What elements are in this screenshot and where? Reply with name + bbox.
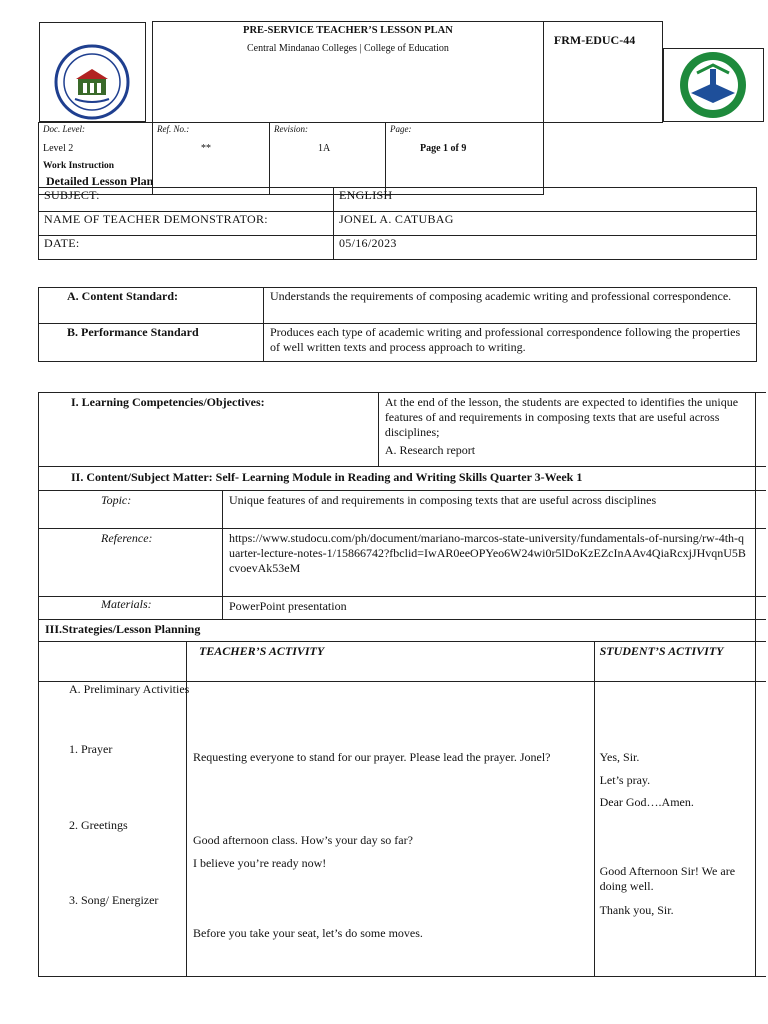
ref-no-value: ** (201, 142, 211, 154)
step-song-energizer: 3. Song/ Energizer (69, 893, 159, 907)
materials-label: Materials: (39, 597, 223, 620)
document-header (38, 21, 765, 195)
competencies-text: At the end of the lesson, the students are expected to identifies the unique features of and requirements in composing texts that are useful across disciplines; (384, 395, 739, 439)
standards-table (38, 287, 757, 362)
education-logo-cell (663, 48, 764, 122)
form-code: FRM-EDUC-44 (553, 33, 636, 47)
teacher-activity-header: TEACHER’S ACTIVITY (186, 642, 594, 682)
doc-level-label: Doc. Level: (43, 123, 85, 134)
student-activity-header: STUDENT’S ACTIVITY (594, 642, 756, 682)
revision-label: Revision: (274, 123, 308, 134)
student-activity-cell (594, 682, 756, 977)
dlp-info-table (38, 187, 757, 260)
page-cell (386, 122, 544, 194)
revision-cell (270, 122, 386, 194)
table-row (39, 288, 757, 324)
reference-label: Reference: (39, 529, 223, 597)
college-logo-cell (39, 22, 146, 122)
competencies-cell (378, 393, 756, 467)
ref-no-label: Ref. No.: (157, 123, 190, 134)
competencies-label: I. Learning Competencies/Objectives: (39, 393, 379, 467)
subject-label: SUBJECT: (39, 188, 334, 212)
education-logo-icon (677, 49, 749, 121)
performance-standard-label: B. Performance Standard (39, 324, 264, 362)
page-value: Page 1 of 9 (420, 142, 467, 154)
table-row (39, 529, 767, 597)
date-value: 05/16/2023 (334, 236, 757, 260)
student-good-afternoon: Good Afternoon Sir! We are doing well. (599, 864, 736, 893)
revision-value: 1A (318, 142, 331, 154)
dlp-title: Detailed Lesson Plan (46, 174, 154, 188)
content-label: II. Content/Subject Matter: Self- Learning Module in Reading and Writing Skills Quarter 3-Week 1 (39, 467, 756, 491)
table-row (39, 620, 767, 642)
title-cell (153, 22, 544, 123)
form-code-cell (543, 22, 662, 123)
teacher-ready-text: I believe you’re ready now! (192, 856, 327, 870)
student-thank-you: Thank you, Sir. (599, 903, 674, 917)
teacher-activity-cell (186, 682, 594, 977)
teacher-prayer-text: Requesting everyone to stand for our prayer. Please lead the prayer. Jonel? (192, 750, 551, 764)
materials-value: PowerPoint presentation (222, 597, 756, 620)
student-dear-god: Dear God….Amen. (599, 795, 694, 809)
table-row (39, 393, 767, 467)
table-row (39, 188, 757, 212)
table-row (39, 642, 767, 682)
strategies-label: III.Strategies/Lesson Planning (39, 620, 756, 642)
topic-value: Unique features of and requirements in composing texts that are useful across disciplines (222, 491, 756, 529)
step-prayer: 1. Prayer (69, 742, 113, 756)
competencies-item: A. Research report (384, 443, 476, 457)
table-row (39, 597, 767, 620)
table-row (39, 324, 757, 362)
page-label: Page: (390, 123, 412, 134)
content-standard-label: A. Content Standard: (39, 288, 264, 324)
table-row (39, 491, 767, 529)
ref-no-cell (153, 122, 270, 194)
student-yes-sir: Yes, Sir. (599, 750, 640, 764)
content-standard-value: Understands the requirements of composing academic writing and professional correspondence. (264, 288, 757, 324)
form-title: PRE-SERVICE TEACHER’S LESSON PLAN (243, 25, 453, 36)
teacher-value: JONEL A. CATUBAG (334, 212, 757, 236)
table-row (39, 212, 757, 236)
subject-value: ENGLISH (334, 188, 757, 212)
teacher-energizer-text: Before you take your seat, let’s do some moves. (192, 926, 423, 940)
performance-standard-value: Produces each type of academic writing and professional correspondence following the properties of well written texts and process approach to writing. (264, 324, 757, 362)
table-row (39, 236, 757, 260)
topic-label: Topic: (39, 491, 223, 529)
step-greetings: 2. Greetings (69, 818, 128, 832)
steps-cell (39, 682, 190, 977)
college-seal-icon (53, 43, 131, 121)
lesson-table (38, 392, 766, 977)
date-label: DATE: (39, 236, 334, 260)
doc-level-value: Level 2 (43, 142, 74, 154)
table-row (39, 467, 767, 491)
teacher-greeting-text: Good afternoon class. How’s your day so far? (192, 833, 413, 847)
teacher-label: NAME OF TEACHER DEMONSTRATOR: (39, 212, 334, 236)
doc-level-type: Work Instruction (43, 160, 114, 171)
student-lets-pray: Let’s pray. (599, 773, 651, 787)
institution-name: Central Mindanao Colleges | College of Education (246, 43, 449, 54)
reference-value: https://www.studocu.com/ph/document/mariano-marcos-state-university/fundamentals-of-nursing/rw-4th-quarter-lecture-notes-1/15866742?fbclid=IwAR0eeOPYeo6W24wi0r5lDoKzEZcInAAv4QiaRcxjJHvqnU5BcvoevAk53eM (222, 529, 756, 597)
preliminary-activities: A. Preliminary Activities (69, 682, 190, 696)
table-row (39, 682, 767, 977)
